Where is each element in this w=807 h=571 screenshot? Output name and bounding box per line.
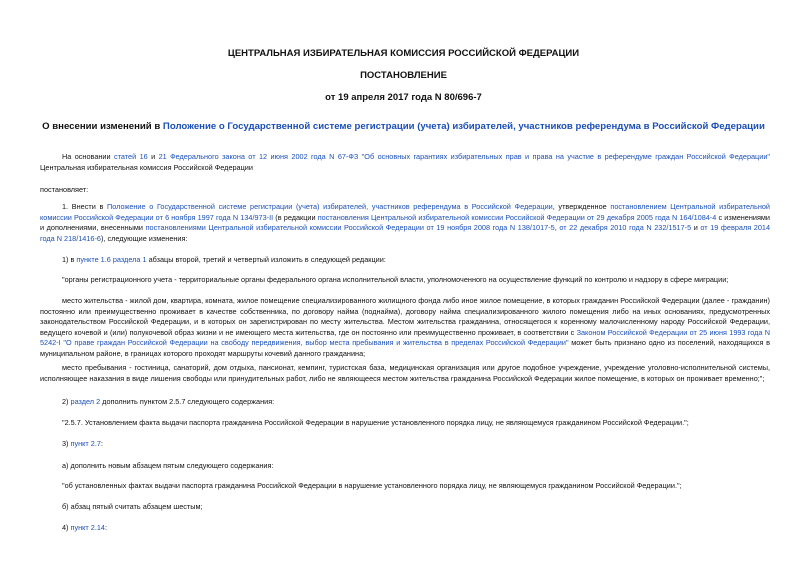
- quote-residence: [40, 296, 770, 360]
- link-clause-2-14[interactable]: пункт 2.14: [70, 523, 105, 532]
- subitem-3-text-2: :: [100, 439, 103, 448]
- preamble-text-1: На основании: [62, 152, 114, 161]
- quote-residence-text-1: место жительства - жилой дом, квартира, комната, жилое помещение специализированного жилищного фонда либо иное жилое помещение, в которых гражданин Российской Федерации (далее - гражданин) постоянно или преимущественно проживает в качестве собственника, по договору найма (поднайма), договору найма специализированного жилого помещения либо на иных основаниях, предусмотренных законодательством Российской Федерации, и в которых он зарегистрирован по месту жительства. Местом жительства гражданина, относящегося к коренному малочисленному народу Российской Федерации, ведущего кочевой и (или) полукочевой образ жизни и не имеющего места жительства, где он постоянно или преимущественно проживает, в соответствии с: [40, 296, 770, 337]
- item-1: [40, 202, 770, 244]
- preamble-text-3: Центральная избирательная комиссия Российской Федерации: [40, 162, 253, 172]
- subitem-3a: а) дополнить новым абзацем пятым следующего содержания:: [62, 461, 274, 470]
- item-1-text-2: , утвержденное: [552, 202, 611, 211]
- quote-2-5-7: "2.5.7. Установлением факта выдачи паспорта гражданина Российской Федерации в нарушение установленного порядка лицу, не являющемуся гражданином Российской Федерации.";: [62, 418, 689, 427]
- subitem-4: [40, 523, 770, 534]
- document-type: ПОСТАНОВЛЕНИЕ: [360, 70, 447, 81]
- link-clause-2-7[interactable]: пункт 2.7: [70, 439, 101, 448]
- item-1-text-7: ), следующие изменения:: [100, 233, 188, 243]
- link-federal-law-67[interactable]: 21 Федерального закона от 12 июня 2002 года N 67-ФЗ "Об основных гарантиях избирательных прав и права на участие в референдуме граждан Российской Федерации": [158, 152, 770, 161]
- item-1-text-6: и: [691, 223, 701, 233]
- title-link[interactable]: Положение о Государственной системе регистрации (учета) избирателей, участников референдума в Российской Федерации: [162, 121, 765, 132]
- subitem-3-text-1: 3): [62, 439, 71, 448]
- subitem-3b: б) абзац пятый считать абзацем шестым;: [62, 502, 203, 511]
- quote-passport-facts: "об установленных фактах выдачи паспорта гражданина Российской Федерации в нарушение установленного порядка лицу, не являющемуся гражданином Российской Федерации.";: [62, 481, 682, 490]
- link-section-2[interactable]: раздел 2: [70, 397, 101, 406]
- subitem-4-text-1: 4): [62, 523, 71, 532]
- subitem-1-text-2: абзацы второй, третий и четвертый изложить в следующей редакции:: [146, 255, 386, 264]
- subitem-2-text-1: 2): [62, 397, 71, 406]
- quote-stay-place: место пребывания - гостиница, санаторий, дом отдыха, пансионат, кемпинг, туристская база, медицинская организация или другое подобное учреждение, учреждение уголовно-исполнительной системы, исполняющее наказания в виде лишения свободы или принудительных работ, либо не являющееся местом жительства гражданина Российской Федерации жилое помещение, в которых он проживает временно;";: [40, 363, 770, 383]
- quote-registration-bodies: "органы регистрационного учета - территориальные органы федерального органа исполнительной власти, уполномоченного на осуществление функций по контролю и надзору в сфере миграции;: [62, 275, 729, 284]
- subitem-2: [40, 397, 770, 408]
- document-date: от 19 апреля 2017 года N 80/696-7: [325, 92, 482, 103]
- document-title: [0, 121, 807, 132]
- link-regulation[interactable]: Положение о Государственной системе регистрации (учета) избирателей, участников референдума в Российской Федерации: [107, 202, 553, 211]
- item-1-text-4: с изменениями и дополнениями, внесенными: [40, 212, 771, 233]
- subitem-1-text-1: 1) в: [62, 255, 77, 264]
- quote-residence-text-2: может быть признано одно из поселений, находящихся в муниципальном районе, в границах которого проходят маршруты кочевий данного гражданина;: [40, 338, 770, 358]
- organization-title: ЦЕНТРАЛЬНАЯ ИЗБИРАТЕЛЬНАЯ КОМИССИЯ РОССИЙСКОЙ ФЕДЕРАЦИИ: [227, 48, 580, 59]
- link-art-16[interactable]: статей 16: [113, 152, 148, 161]
- link-resolution-2008[interactable]: постановлениями Центральной избирательной комиссии Российской Федерации от 19 ноября 2008 года N 138/1017-5: [145, 223, 555, 233]
- item-1-text-5: ,: [554, 223, 560, 233]
- subitem-2-text-2: дополнить пунктом 2.5.7 следующего содержания:: [100, 397, 275, 406]
- link-resolution-2014[interactable]: от 19 февраля 2014 года N 218/1416-6: [40, 223, 771, 243]
- subitem-3: [40, 439, 770, 450]
- subitem-1: [40, 255, 770, 266]
- item-1-text-3: (в редакции: [273, 212, 318, 222]
- link-law-5242[interactable]: Законом Российской Федерации от 25 июня 1993 года N 5242-I "О праве граждан Российской Федерации на свободу передвижения, выбор места пребывания и жительства в пределах Российской Федерации": [40, 327, 770, 348]
- subitem-4-text-2: :: [105, 523, 108, 532]
- item-1-text-1: 1. Внести в: [62, 202, 107, 211]
- link-clause-1-6[interactable]: пункте 1.6 раздела 1: [76, 255, 147, 264]
- preamble: [40, 152, 770, 173]
- preamble-text-2: и: [147, 152, 159, 161]
- link-resolution-2005[interactable]: постановления Центральной избирательной комиссии Российской Федерации от 29 декабря 2005 года N 164/1084-4: [317, 212, 717, 222]
- title-prefix: О внесении изменений в: [42, 121, 163, 132]
- link-resolution-1997[interactable]: постановлением Центральной избирательной комиссии Российской Федерации от 6 ноября 1997 года N 134/973-II: [40, 202, 770, 222]
- link-resolution-2010[interactable]: от 22 декабря 2010 года N 232/1517-5: [559, 223, 692, 233]
- resolves-text: постановляет:: [40, 185, 89, 194]
